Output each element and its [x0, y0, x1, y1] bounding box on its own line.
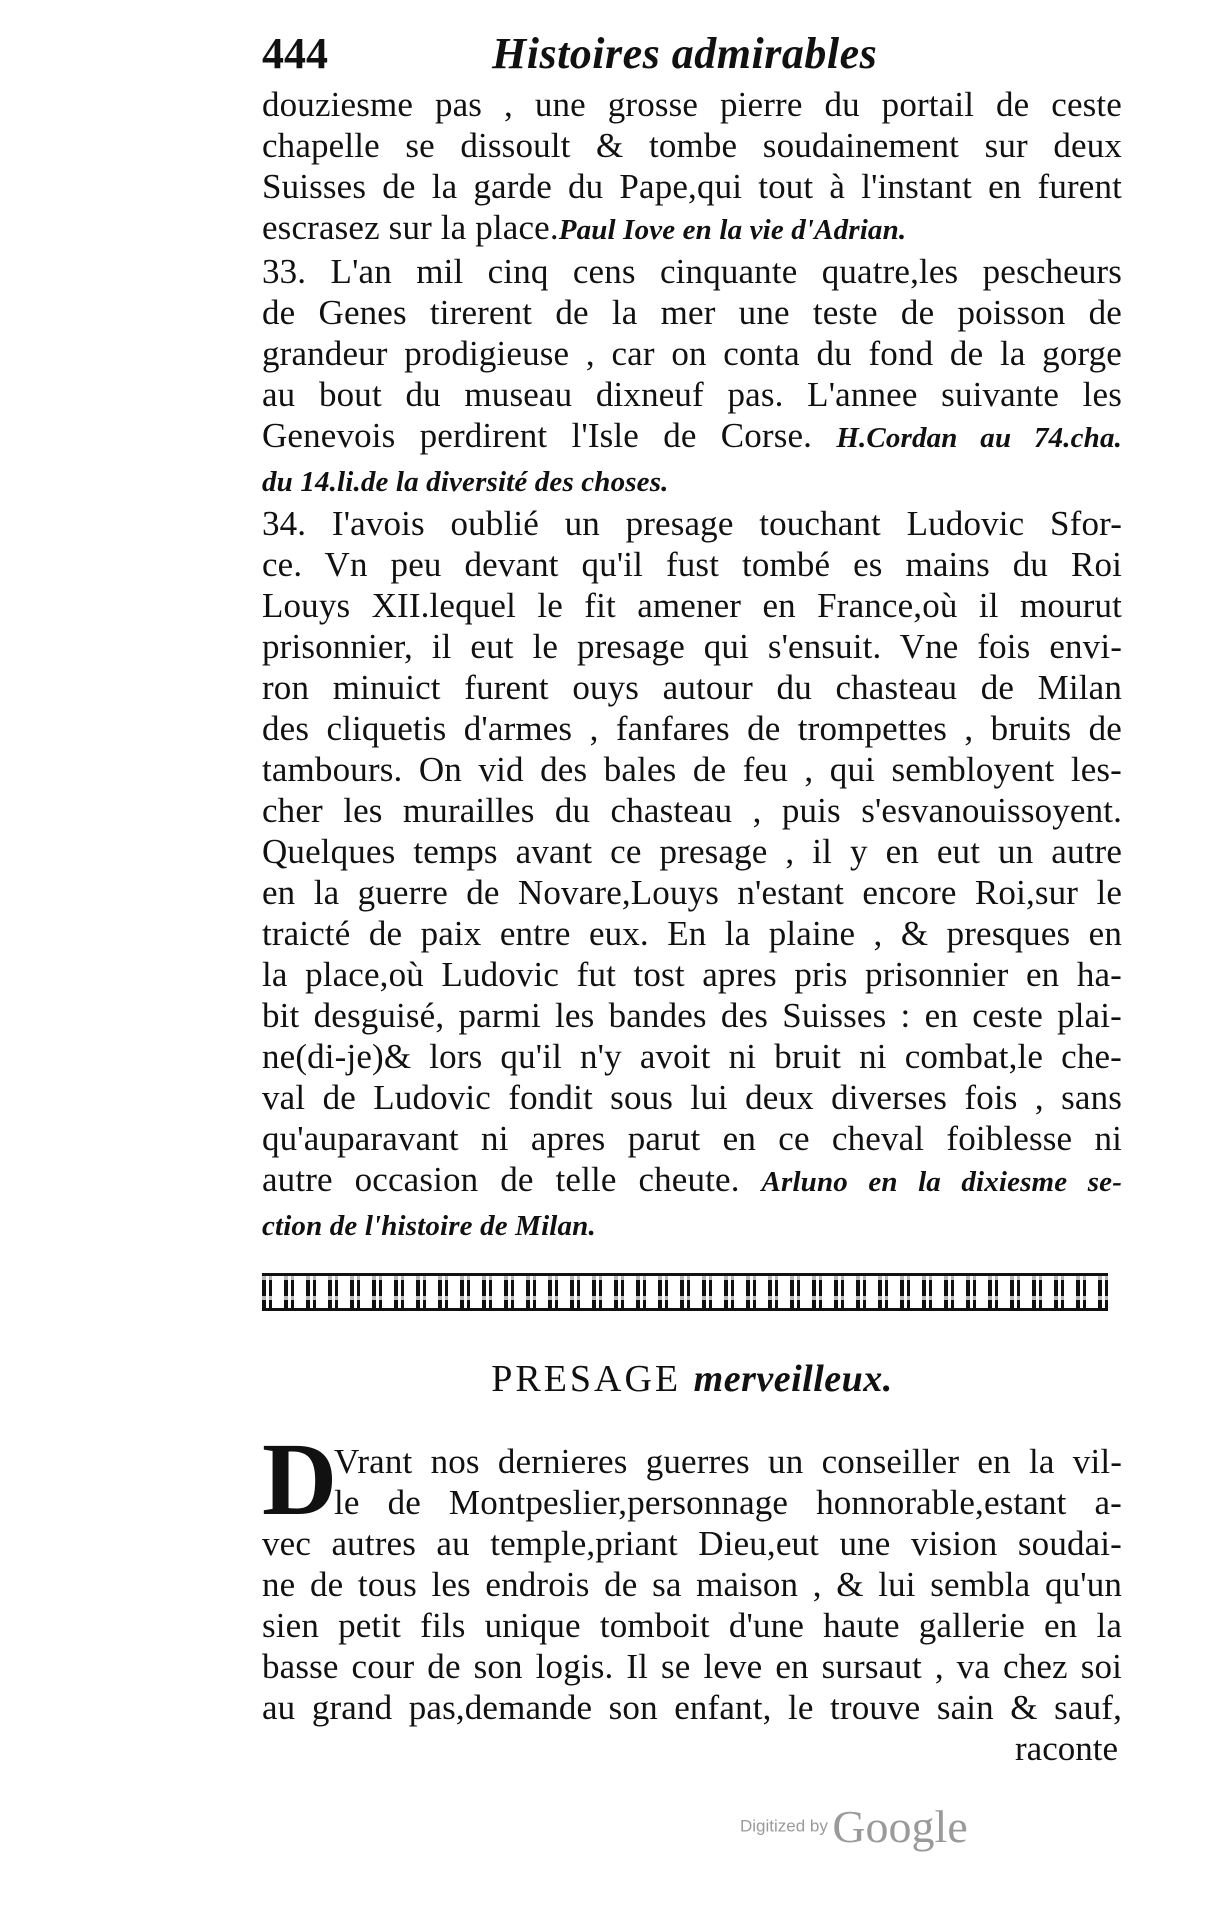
google-logo-text: Google [832, 1801, 968, 1852]
text-line [262, 1159, 1122, 1203]
text-line: douziesme pas , une grosse pierre du portail de ceste [262, 85, 1122, 124]
text-line [262, 415, 1122, 459]
text-line [262, 207, 1122, 251]
text-line: Suisses de la garde du Pape,qui tout à l'instant en furent [262, 167, 1122, 206]
text-line: qu'auparavant ni apres parut en ce cheval foiblesse ni [262, 1119, 1122, 1158]
section-title [262, 1357, 1122, 1401]
text-line: chapelle se dissoult & tombe soudainement sur deux [262, 126, 1122, 165]
text-line: au bout du museau dixneuf pas. L'annee suivante les [262, 375, 1122, 414]
catchword: raconte [1015, 1729, 1118, 1768]
text-line: bit desguisé, parmi les bandes des Suisses : en ceste plai- [262, 996, 1122, 1035]
paragraph-33 [262, 251, 1122, 503]
title-word: PRESAGE [491, 1358, 682, 1400]
text-line: ne(di-je)& lors qu'il n'y avoit ni bruit ni combat,le che- [262, 1037, 1122, 1076]
text-line: la place,où Ludovic fut tost apres pris prisonnier en ha- [262, 955, 1122, 994]
citation: du 14.li.de la diversité des choses. [262, 466, 669, 498]
paragraph-34 [262, 503, 1122, 1247]
text-line: Vrant nos dernieres guerres un conseiller en la vil- [334, 1442, 1122, 1481]
text-line: ce. Vn peu devant qu'il fust tombé es mains du Roi [262, 545, 1122, 584]
text-line: traicté de paix entre eux. En la plaine , & presques en [262, 914, 1122, 953]
text-line [262, 459, 1122, 503]
text-line: ron minuict furent ouys autour du chasteau de Milan [262, 668, 1122, 707]
text-line: basse cour de son logis. Il se leve en sursaut , va chez soi [262, 1647, 1122, 1686]
drop-cap: D [262, 1422, 338, 1537]
text-line: au grand pas,demande son enfant, le trouve sain & sauf, [262, 1688, 1122, 1727]
text-line: sien petit fils unique tomboit d'une haute gallerie en la [262, 1606, 1122, 1645]
text-line: grandeur prodigieuse , car on conta du fond de la gorge [262, 334, 1122, 373]
citation: Paul Iove en la vie d'Adrian. [558, 214, 907, 246]
text-line: ne de tous les endrois de sa maison , & lui sembla qu'un [262, 1565, 1122, 1604]
text-line: Quelques temps avant ce presage , il y en eut un autre [262, 832, 1122, 871]
text-fragment: autre occasion de telle cheute. [262, 1160, 740, 1199]
ornament-pattern [262, 1276, 1108, 1308]
text-line: prisonnier, il eut le presage qui s'ensuit. Vne fois envi- [262, 627, 1122, 666]
page-number: 444 [262, 29, 328, 78]
ornamental-band [262, 1273, 1108, 1311]
running-head: Histoires admirables [492, 29, 878, 78]
text-fragment: Genevois perdirent l'Isle de Corse. [262, 416, 813, 455]
text-line: vec autres au temple,priant Dieu,eut une vision soudai- [262, 1524, 1122, 1563]
text-line: Louys XII.lequel le fit amener en France,où il mourut [262, 586, 1122, 625]
text-line: en la guerre de Novare,Louys n'estant encore Roi,sur le [262, 873, 1122, 912]
paragraph-presage [262, 1422, 1122, 1769]
text-line: cher les murailles du chasteau , puis s'esvanouissoyent. [262, 791, 1122, 830]
book-page [262, 28, 1122, 1769]
text-line: val de Ludovic fondit sous lui deux diverses fois , sans [262, 1078, 1122, 1117]
text-line: tambours. On vid des bales de feu , qui sembloyent les- [262, 750, 1122, 789]
text-line: des cliquetis d'armes , fanfares de trompettes , bruits de [262, 709, 1122, 748]
citation: H.Cordan au 74.cha. [836, 422, 1123, 454]
text-fragment: escrasez sur la place. [262, 208, 559, 247]
title-word-italic: merveilleux. [693, 1358, 893, 1400]
digitized-watermark [740, 1800, 968, 1853]
text-line: de Genes tirerent de la mer une teste de poisson de [262, 293, 1122, 332]
citation: ction de l'histoire de Milan. [262, 1210, 596, 1242]
watermark-small-text: Digitized by [740, 1816, 828, 1836]
page-header [262, 28, 1122, 84]
text-line: le de Montpeslier,personnage honnorable,estant a- [334, 1483, 1122, 1522]
citation: Arluno en la dixiesme se- [761, 1166, 1122, 1198]
paragraph-32-end [262, 84, 1122, 251]
text-line [262, 1203, 1122, 1247]
text-line: 33. L'an mil cinq cens cinquante quatre,les pescheurs [262, 252, 1122, 291]
text-line: 34. I'avois oublié un presage touchant Ludovic Sfor- [262, 504, 1122, 543]
